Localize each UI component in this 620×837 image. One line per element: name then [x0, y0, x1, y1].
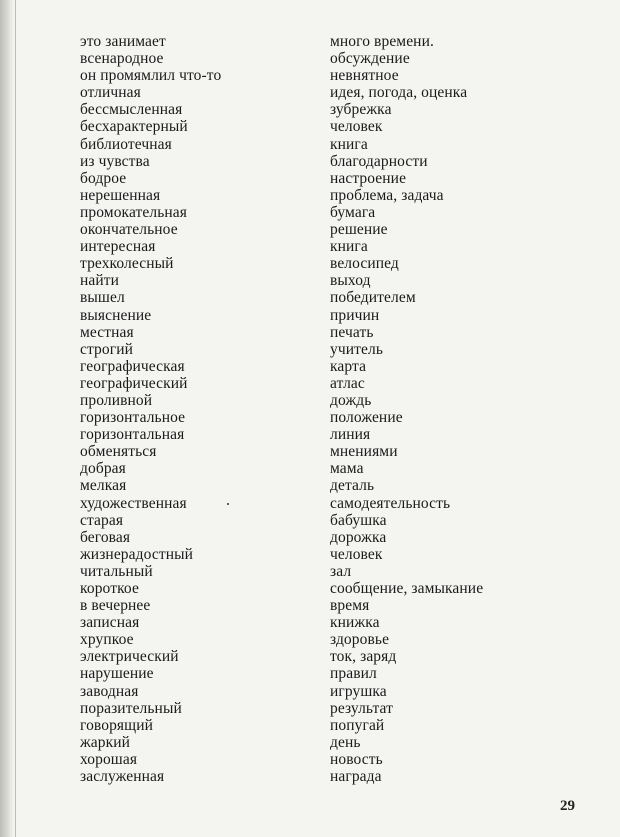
right-word: день — [330, 733, 361, 751]
left-word: промокательная — [80, 203, 187, 221]
right-word: время — [330, 597, 370, 615]
right-word: велосипед — [330, 255, 399, 273]
right-word: карта — [330, 357, 367, 375]
right-word: правил — [330, 665, 377, 683]
left-word: электрический — [80, 648, 179, 666]
right-word: линия — [330, 426, 371, 444]
left-word: горизонтальное — [80, 409, 186, 427]
left-word: библиотечная — [80, 135, 172, 153]
right-word: игрушка — [330, 682, 387, 700]
right-word: положение — [330, 409, 403, 427]
right-word: учитель — [330, 340, 383, 358]
left-word: жизнерадостный — [80, 545, 194, 563]
left-word: художественная — [80, 494, 187, 512]
left-word: записная — [80, 614, 140, 632]
left-word-column — [80, 33, 320, 785]
right-word: дождь — [330, 391, 372, 409]
page-number: 29 — [560, 798, 575, 814]
right-word: причин — [330, 306, 380, 324]
right-word: дорожка — [330, 528, 387, 546]
right-word: решение — [330, 221, 388, 239]
left-word: горизонтальная — [80, 426, 185, 444]
right-word: много времени. — [330, 33, 434, 50]
left-word: хорошая — [80, 750, 138, 768]
right-word: идея, погода, оценка — [330, 84, 468, 102]
right-word: печать — [330, 323, 374, 341]
left-word: короткое — [80, 580, 139, 597]
left-word: нарушение — [80, 665, 154, 683]
left-word: трехколесный — [80, 255, 174, 273]
binding-edge — [0, 0, 14, 837]
print-speck — [227, 503, 229, 505]
left-word: бесхарактерный — [80, 118, 188, 136]
left-word: это занимает — [80, 33, 166, 50]
left-word: географический — [80, 374, 188, 392]
right-word: выход — [330, 272, 371, 290]
right-word: человек — [330, 545, 383, 563]
left-word: найти — [80, 272, 120, 290]
right-word: проблема, задача — [330, 186, 444, 204]
right-word: обсуждение — [330, 50, 410, 68]
right-word: атлас — [330, 374, 365, 392]
left-word: нерешенная — [80, 186, 161, 204]
right-word: здоровье — [330, 631, 390, 649]
right-word: новость — [330, 750, 383, 768]
left-word: бессмысленная — [80, 101, 183, 119]
right-word: благодарности — [330, 152, 428, 170]
right-word-column — [330, 33, 600, 785]
left-word: поразительный — [80, 699, 182, 717]
left-word: хрупкое — [80, 631, 134, 649]
left-word: из чувства — [80, 152, 150, 170]
right-word: деталь — [330, 477, 375, 495]
right-word: ток, заряд — [330, 648, 397, 666]
left-word: беговая — [80, 528, 131, 546]
left-word: добрая — [80, 460, 126, 478]
right-word: результат — [330, 699, 394, 717]
right-word: бабушка — [330, 511, 387, 529]
left-word: старая — [80, 511, 124, 529]
left-word: он промямлил что-то — [80, 67, 222, 85]
left-word: всенародное — [80, 50, 164, 68]
left-word: проливной — [80, 391, 153, 409]
left-word: заслуженная — [80, 768, 165, 786]
left-word: местная — [80, 323, 134, 341]
left-word: бодрое — [80, 169, 127, 187]
right-word: бумага — [330, 203, 376, 221]
right-word: человек — [330, 118, 383, 136]
right-word: самодеятельность — [330, 494, 451, 512]
left-word: жаркий — [80, 733, 131, 751]
right-word: книжка — [330, 614, 380, 632]
binding-shadow-line — [15, 0, 16, 837]
left-word: говорящий — [80, 716, 153, 734]
left-word: отличная — [80, 84, 141, 102]
left-word: читальный — [80, 562, 153, 580]
left-word: выяснение — [80, 306, 152, 324]
right-word: книга — [330, 238, 368, 256]
left-word: мелкая — [80, 477, 127, 495]
left-word: заводная — [80, 682, 139, 700]
right-word: зубрежка — [330, 101, 392, 119]
left-word: окончательное — [80, 221, 178, 239]
right-word: книга — [330, 135, 368, 153]
right-word: настроение — [330, 169, 407, 187]
left-word: вышел — [80, 289, 125, 307]
right-word: мнениями — [330, 443, 398, 461]
left-word: в вечернее — [80, 597, 151, 615]
right-word: победителем — [330, 289, 416, 307]
right-word: сообщение, замыкание — [330, 580, 484, 597]
left-word: географическая — [80, 357, 185, 375]
right-word: награда — [330, 768, 382, 786]
left-word: интересная — [80, 238, 156, 256]
right-word: зал — [330, 562, 352, 580]
right-word: мама — [330, 460, 364, 478]
right-word: попугай — [330, 716, 385, 734]
right-word: невнятное — [330, 67, 399, 85]
left-word: строгий — [80, 340, 133, 358]
left-word: обменяться — [80, 443, 157, 461]
